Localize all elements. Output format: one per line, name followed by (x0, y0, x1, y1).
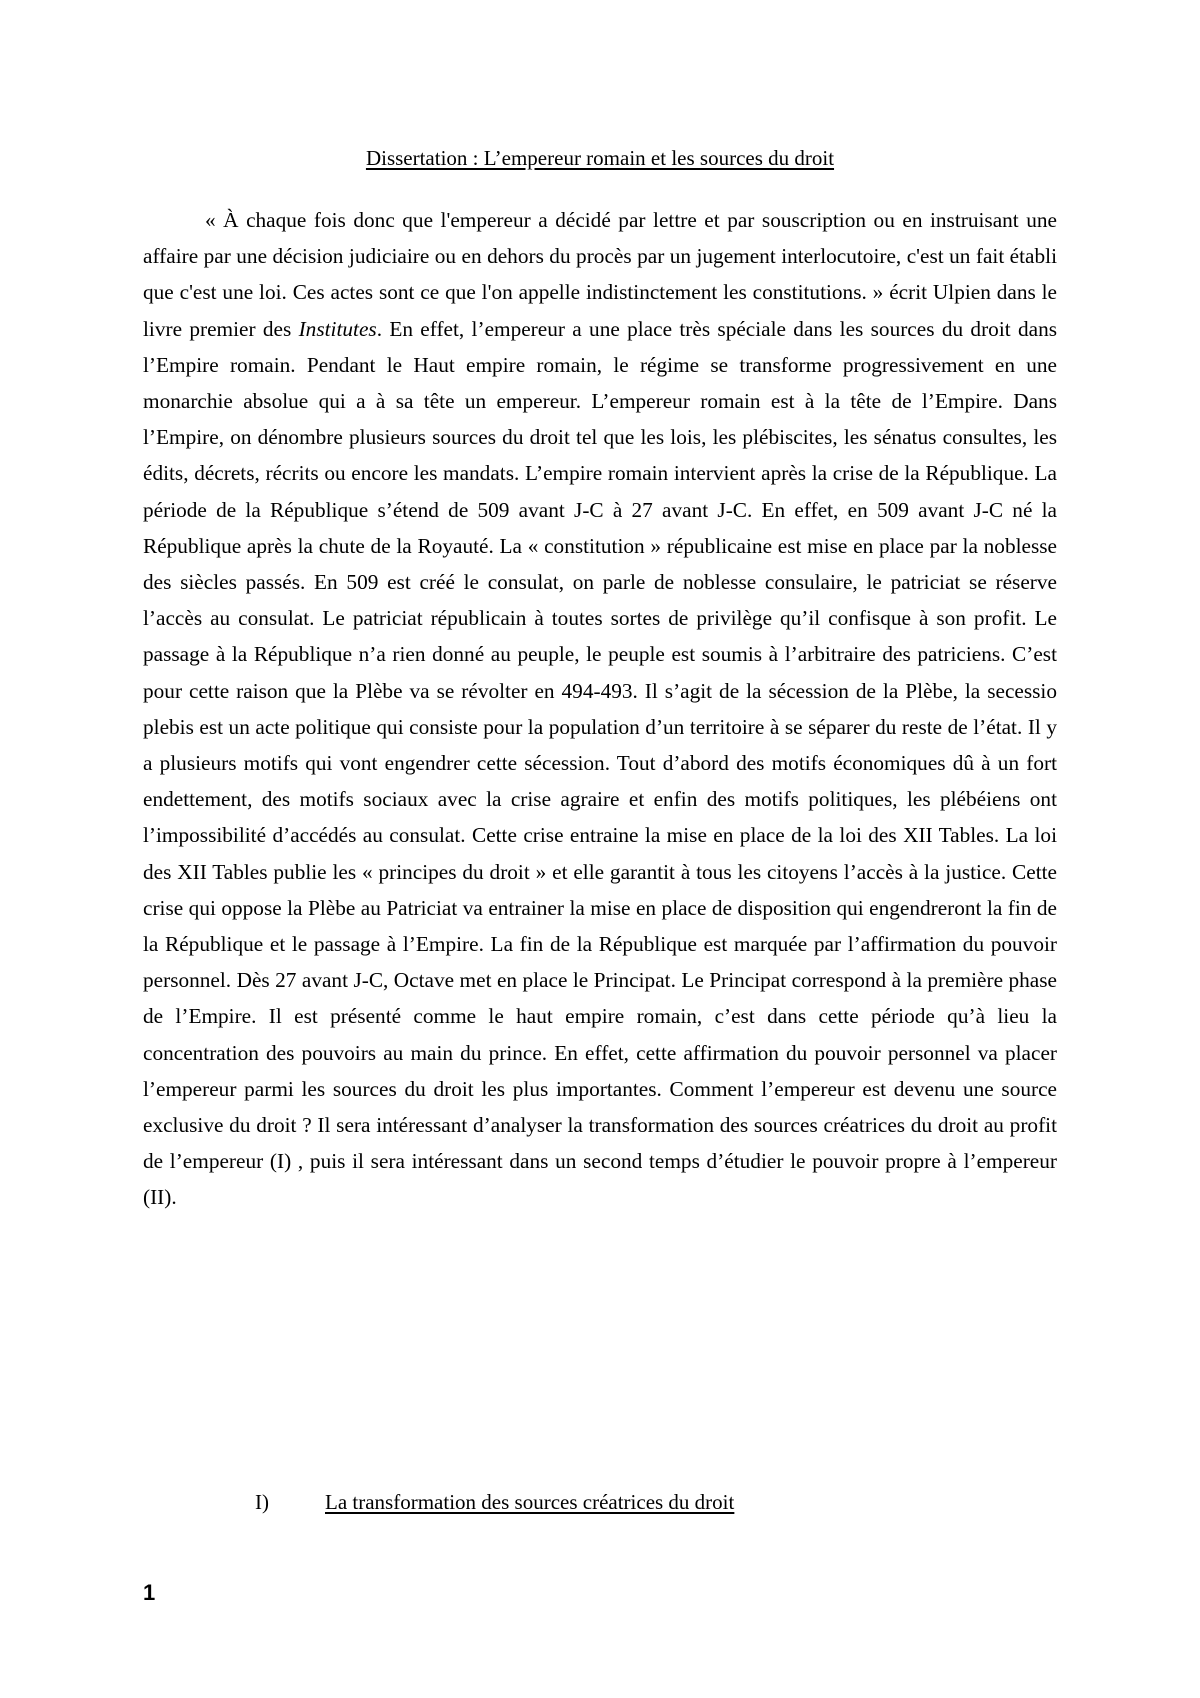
section-heading (255, 1490, 734, 1515)
section-number: I) (255, 1490, 269, 1514)
section-title: La transformation des sources créatrices du droit (325, 1490, 735, 1514)
page-number: 1 (143, 1580, 156, 1605)
paragraph-text-part-1: « À chaque fois donc que l'empereur a décidé par lettre et par souscription ou en instruisant une affaire par une décision judiciaire ou en dehors du procès par un jugement interlocutoire, c'est un fait établi que c'est une loi. Ces actes sont ce que l'on appelle indistinctement les constitutions. » écrit Ulpien dans le livre premier des (143, 208, 1057, 341)
document-title-text: Dissertation : L’empereur romain et les sources du droit (365, 146, 835, 170)
document-title (0, 146, 1200, 171)
paragraph-italic-title: Institutes (298, 316, 377, 341)
introduction-paragraph (143, 202, 1057, 1216)
paragraph-text-part-2: . En effet, l’empereur a une place très spéciale dans les sources du droit dans l’Empire romain. Pendant le Haut empire romain, le régime se transforme progressivement en une monarchie absolue qui a à sa tête un empereur. L’empereur romain est à la tête de l’Empire. Dans l’Empire, on dénombre plusieurs sources du droit tel que les lois, les plébiscites, les sénatus consultes, les édits, décrets, récrits ou encore les mandats. L’empire romain intervient après la crise de la République. La période de la République s’étend de 509 avant J-C à 27 avant J-C. En effet, en 509 avant J-C né la République après la chute de la Royauté. La « constitution » républicaine est mise en place par la noblesse des siècles passés. En 509 est créé le consulat, on parle de noblesse consulaire, le patriciat se réserve l’accès au consulat. Le patriciat républicain à toutes sortes de privilège qu’il confisque à son profit. Le passage à la République n’a rien donné au peuple, le peuple est soumis à l’arbitraire des patriciens. C’est pour cette raison que la Plèbe va se révolter en 494-493. Il s’agit de la sécession de la Plèbe, la secessio plebis est un acte politique qui consiste pour la population d’un territoire à se séparer du reste de l’état. Il y a plusieurs motifs qui vont engendrer cette sécession. Tout d’abord des motifs économiques dû à un fort endettement, des motifs sociaux avec la crise agraire et enfin des motifs politiques, les plébéiens ont l’impossibilité d’accédés au consulat. Cette crise entraine la mise en place de la loi des XII Tables. La loi des XII Tables publie les « principes du droit » et elle garantit à tous les citoyens l’accès à la justice. Cette crise qui oppose la Plèbe au Patriciat va entrainer la mise en place de disposition qui engendreront la fin de la République et le passage à l’Empire. La fin de la République est marquée par l’affirmation du pouvoir personnel. Dès 27 avant J-C, Octave met en place le Principat. Le Principat correspond à la première phase de l’Empire. Il est présenté comme le haut empire romain, c’est dans cette période qu’à lieu la concentration des pouvoirs au main du prince. En effet, cette affirmation du pouvoir personnel va placer l’empereur parmi les sources du droit les plus importantes. Comment l’empereur est devenu une source exclusive du droit ? Il sera intéressant d’analyser la transformation des sources créatrices du droit au profit de l’empereur (I) , puis il sera intéressant dans un second temps d’étudier le pouvoir propre à l’empereur (II). (143, 316, 1058, 1210)
